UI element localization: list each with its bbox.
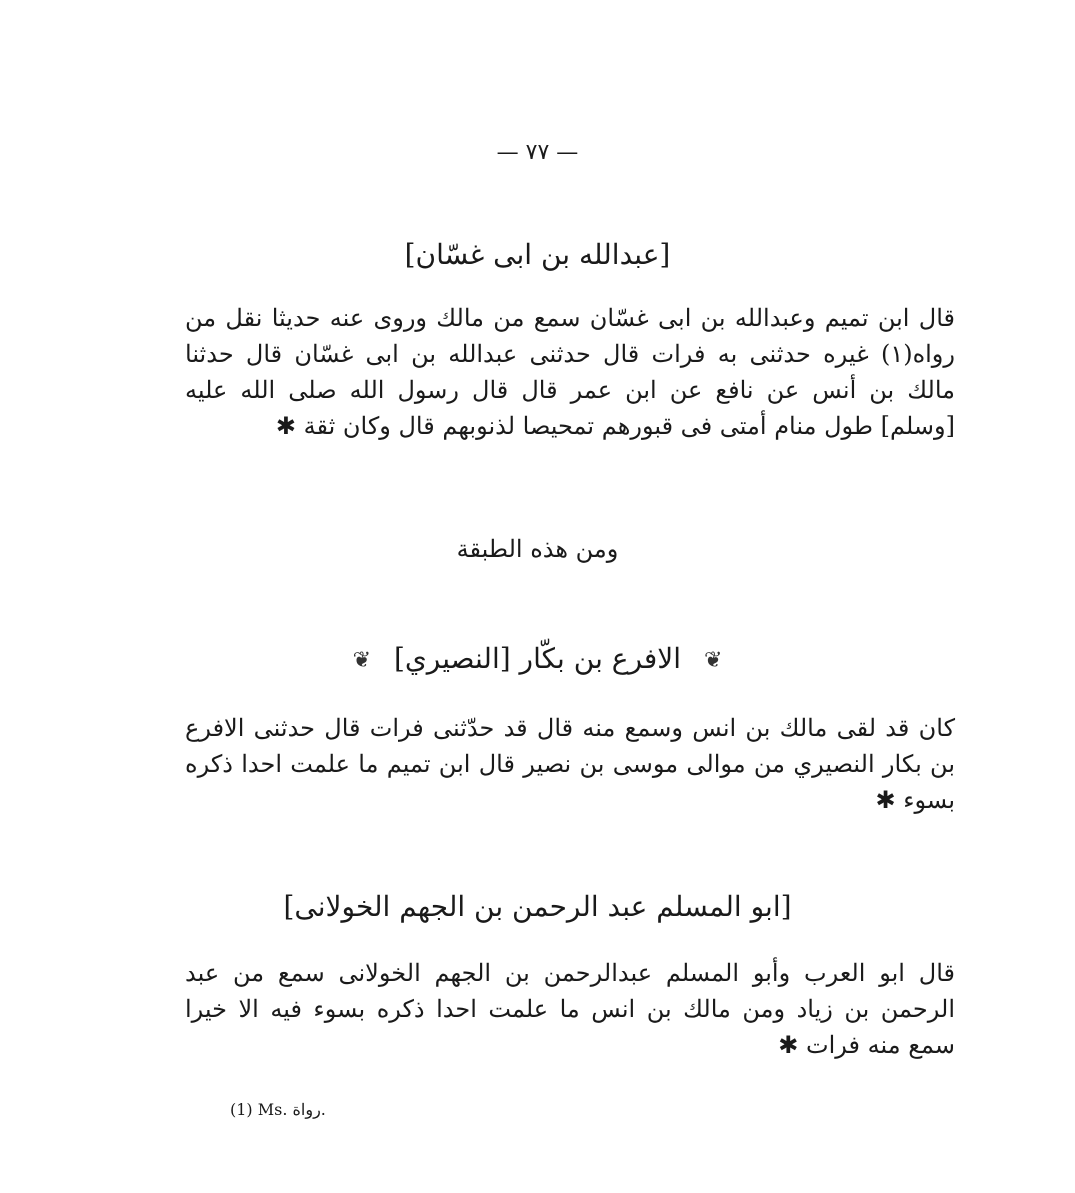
- section-heading-afra: [0, 642, 1075, 675]
- page-number: — ٧٧ —: [496, 140, 579, 165]
- ornament-right-icon: ❦: [703, 648, 723, 673]
- section-body-abdallah: قال ابن تميم وعبدالله بن ابى غسّان سمع من مالك وروى عنه حديثا نقل من رواه(١) غيره حدثنى به فرات قال حدثنى عبدالله بن ابى غسّان قال حدثنا مالك بن أنس عن نافع عن ابن عمر قال قال رسول الله صلى الله عليه [وسلم] طول منام أمتى فى قبورهم تمحيصا لذنوبهم قال وكان ثقة ✱: [185, 304, 955, 440]
- section-body-afra: كان قد لقى مالك بن انس وسمع منه قال قد حدّثنى فرات قال حدثنى الافرع بن بكار النصيري من موالى موسى بن نصير قال ابن تميم ما علمت احدا ذكره بسوء ✱: [185, 714, 955, 814]
- section-body-abu-muslim: قال ابو العرب وأبو المسلم عبدالرحمن بن الجهم الخولانى سمع من عبد الرحمن بن زياد ومن مالك بن انس ما علمت احدا ذكره بسوء فيه الا خيرا سمع منه فرات ✱: [185, 959, 955, 1059]
- section-heading-abdallah: [عبدالله بن ابى غسّان]: [404, 238, 671, 271]
- ornament-left-icon: ❦: [352, 648, 372, 673]
- footnote: (1) Ms. رواة.: [230, 1100, 326, 1119]
- subheading-tabaqa: ومن هذه الطبقة: [456, 535, 619, 563]
- section-heading-afra-text: الافرع بن بكّار [النصيري]: [393, 642, 682, 675]
- section-heading-abu-muslim: [ابو المسلم عبد الرحمن بن الجهم الخولانى]: [283, 890, 792, 923]
